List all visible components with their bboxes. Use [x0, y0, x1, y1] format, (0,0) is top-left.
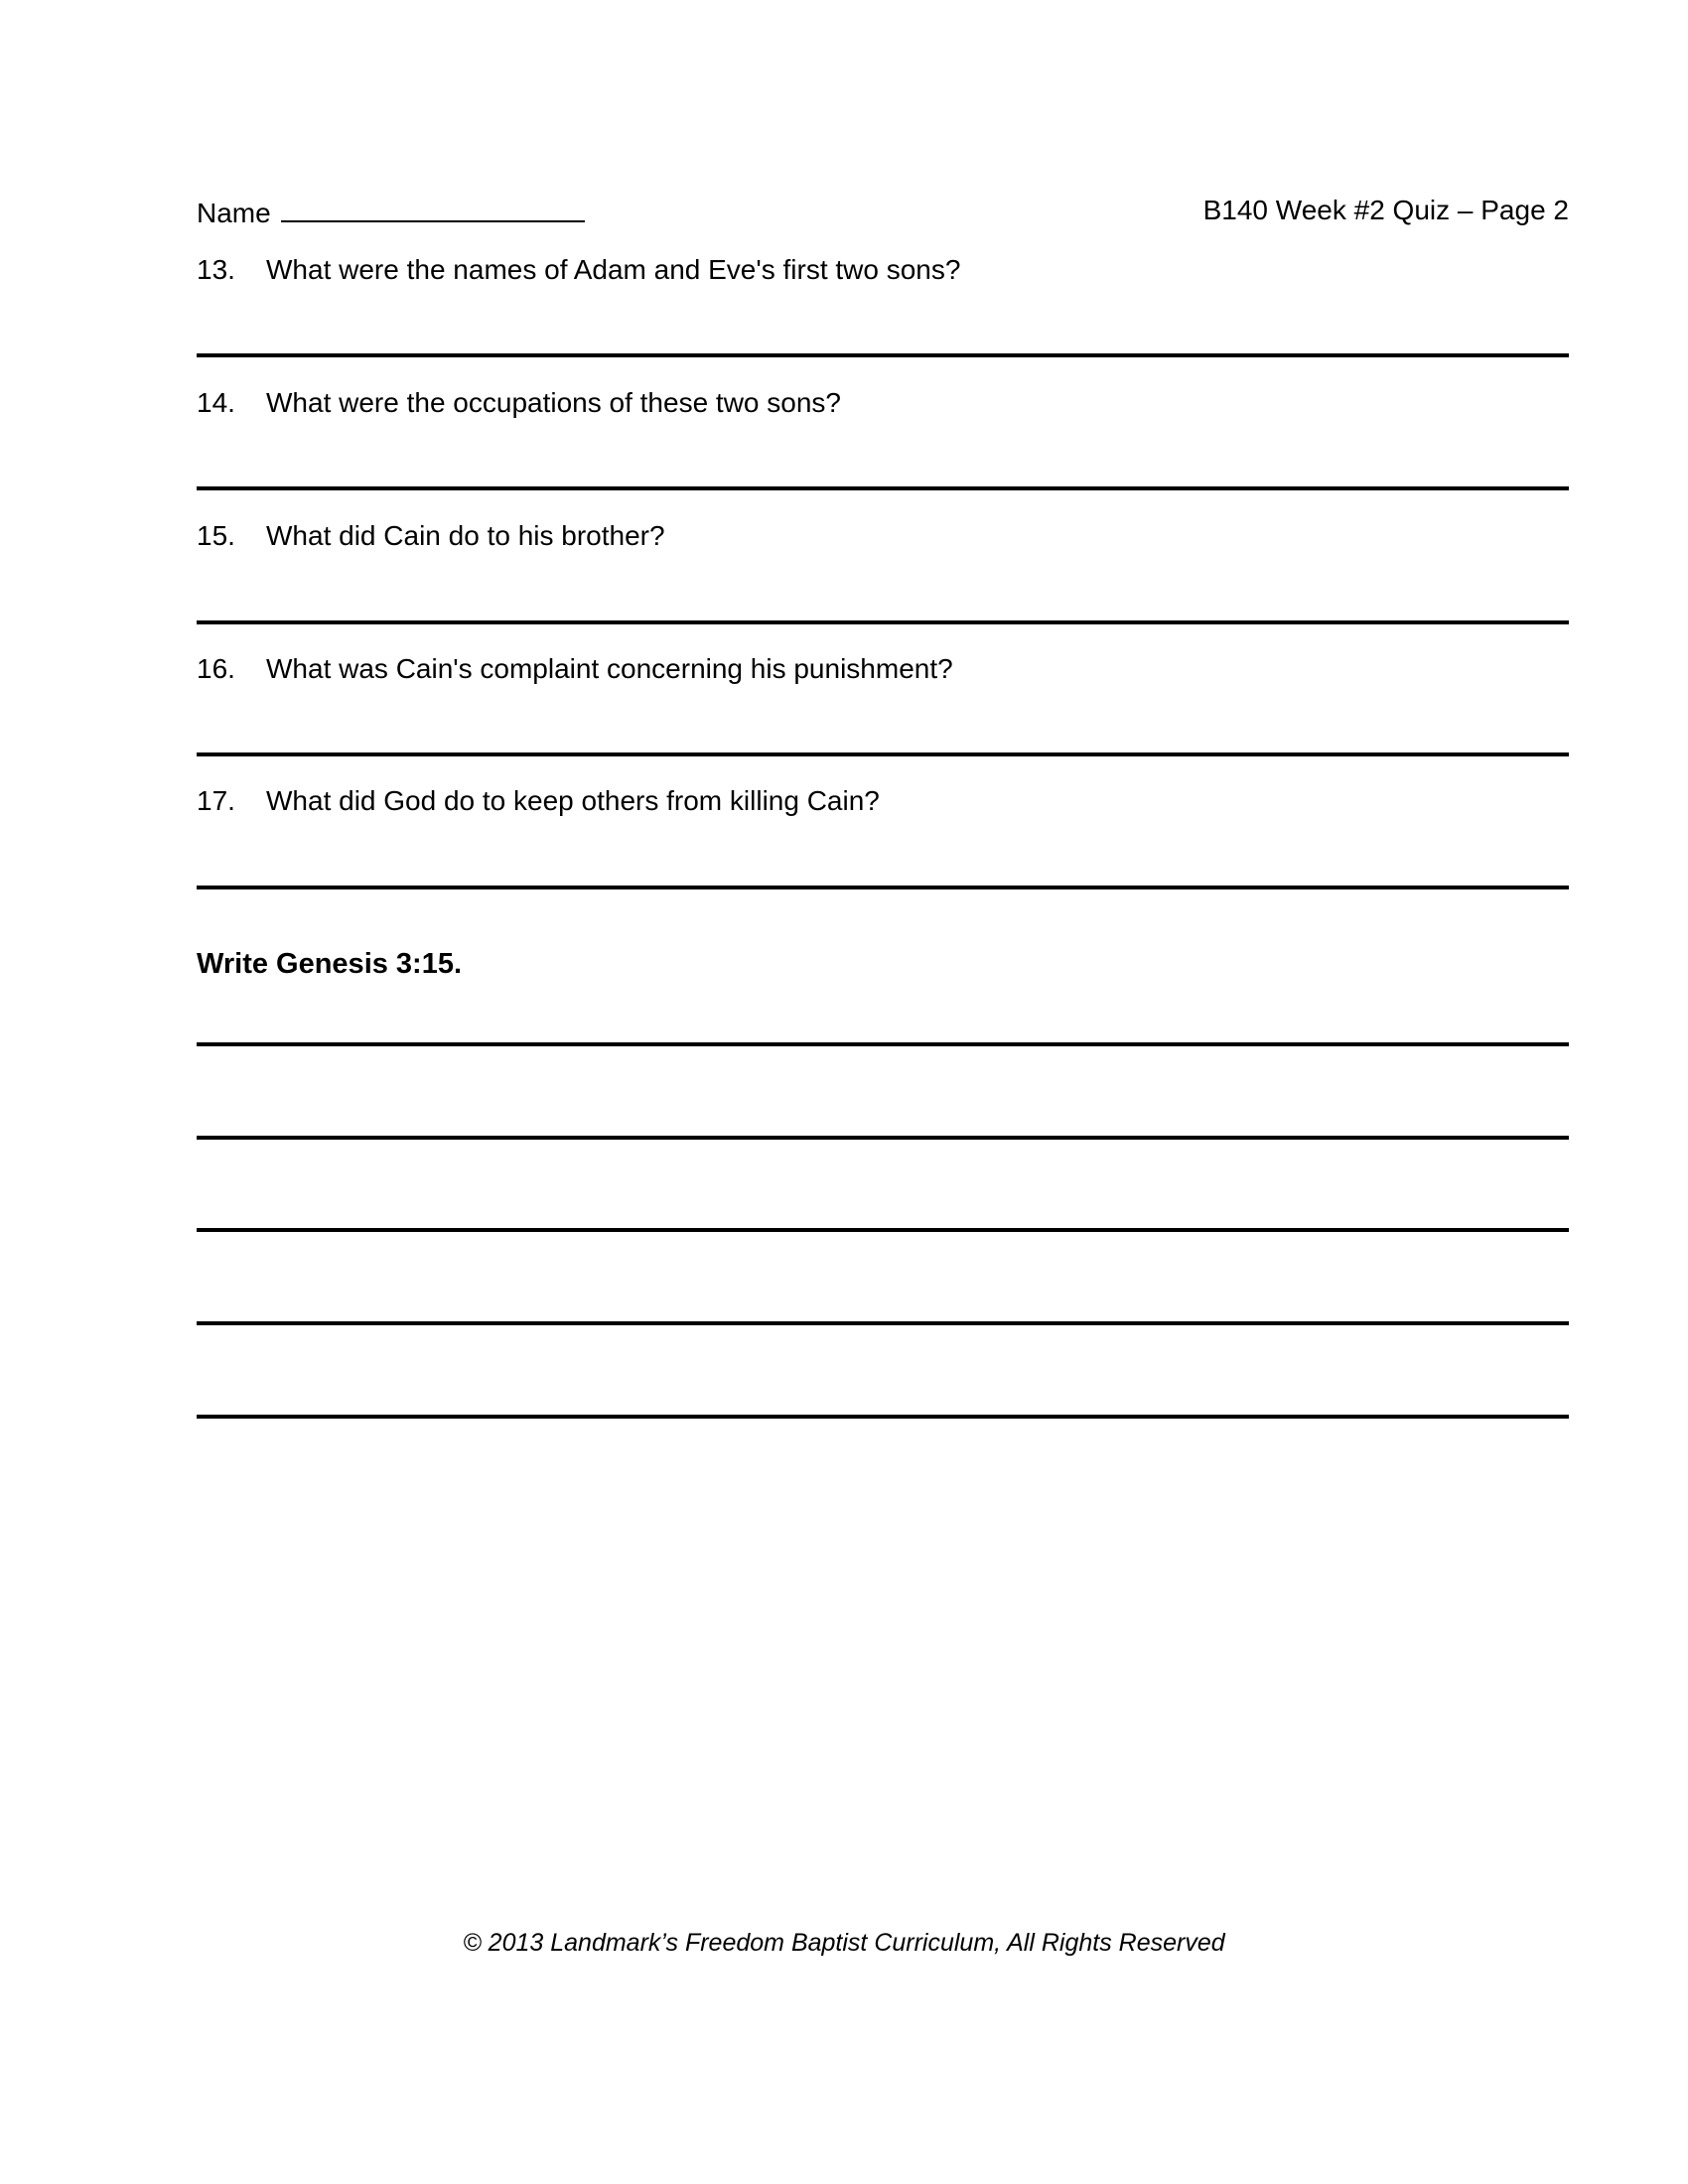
answer-line-14[interactable] — [197, 486, 1569, 490]
name-blank-line[interactable] — [281, 195, 585, 222]
question-text: What was Cain's complaint concerning his punishment? — [266, 653, 953, 684]
verse-line-1[interactable] — [197, 1042, 1569, 1046]
question-number: 16. — [197, 653, 235, 684]
answer-line-13[interactable] — [197, 353, 1569, 357]
answer-line-15[interactable] — [197, 620, 1569, 624]
copyright-footer: © 2013 Landmark’s Freedom Baptist Curriculum, All Rights Reserved — [463, 1929, 1225, 1957]
question-number: 17. — [197, 785, 235, 816]
answer-line-16[interactable] — [197, 752, 1569, 756]
verse-line-5[interactable] — [197, 1415, 1569, 1419]
answer-line-17[interactable] — [197, 886, 1569, 889]
question-number: 13. — [197, 254, 235, 285]
question-text: What were the names of Adam and Eve's first two sons? — [266, 254, 961, 285]
name-block — [197, 195, 585, 229]
page-header — [197, 195, 1569, 234]
memory-verse-prompt: Write Genesis 3:15. — [197, 948, 463, 980]
question-text: What did God do to keep others from killing Cain? — [266, 785, 880, 816]
quiz-title: B140 Week #2 Quiz – Page 2 — [1202, 195, 1569, 225]
verse-line-3[interactable] — [197, 1228, 1569, 1232]
question-number: 15. — [197, 520, 235, 551]
question-text: What did Cain do to his brother? — [266, 520, 665, 551]
question-number: 14. — [197, 387, 235, 418]
name-label: Name — [197, 198, 271, 228]
verse-line-4[interactable] — [197, 1321, 1569, 1325]
question-text: What were the occupations of these two sons? — [266, 387, 841, 418]
verse-line-2[interactable] — [197, 1136, 1569, 1140]
